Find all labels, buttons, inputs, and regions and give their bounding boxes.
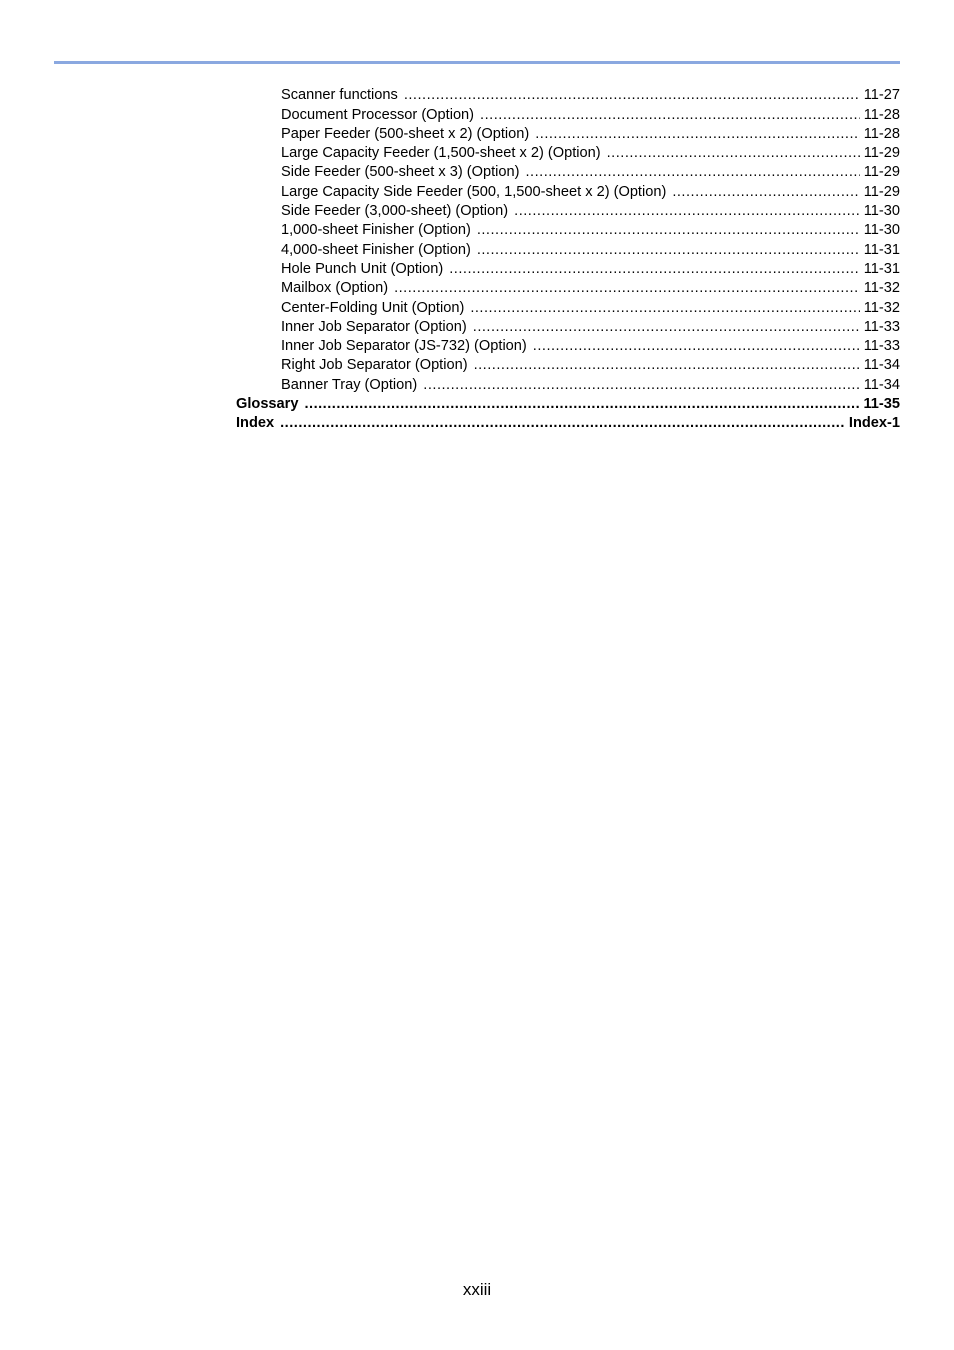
toc-entry-index[interactable] xyxy=(236,414,900,433)
toc-entry-page: 11-28 xyxy=(863,125,900,142)
toc-entry[interactable] xyxy=(281,125,900,144)
toc-entry-title: Scanner functions xyxy=(281,87,398,104)
toc-entry[interactable] xyxy=(281,86,900,105)
toc-dot-leader xyxy=(449,260,860,279)
toc-entry[interactable] xyxy=(281,260,900,279)
toc-entry[interactable] xyxy=(281,337,900,356)
toc-entry[interactable] xyxy=(281,356,900,375)
toc-dot-leader xyxy=(477,241,860,260)
toc-dot-leader xyxy=(473,318,860,337)
toc-entry-title: Banner Tray (Option) xyxy=(281,376,418,393)
toc-entry[interactable] xyxy=(281,105,900,124)
toc-entry-title: Mailbox (Option) xyxy=(281,280,389,297)
toc-entry-page: 11-33 xyxy=(863,338,900,355)
toc-dot-leader xyxy=(304,395,859,414)
toc-dot-leader xyxy=(480,106,860,125)
toc-entry-page: 11-30 xyxy=(863,222,900,239)
toc-entry[interactable] xyxy=(281,279,900,298)
toc-entry-page: 11-29 xyxy=(863,183,900,200)
toc-entry-title: Glossary xyxy=(236,396,299,413)
toc-dot-leader xyxy=(474,356,860,375)
toc-entry-title: Index xyxy=(236,415,275,432)
page-number: xxiii xyxy=(462,1280,492,1299)
toc-dot-leader xyxy=(607,144,860,163)
toc-entry-title: 1,000-sheet Finisher (Option) xyxy=(281,222,471,239)
toc-entry-title: Hole Punch Unit (Option) xyxy=(281,260,444,277)
toc-entry[interactable] xyxy=(281,202,900,221)
toc-entry-page: 11-31 xyxy=(863,241,900,258)
toc-dot-leader xyxy=(280,414,845,433)
toc-entry[interactable] xyxy=(281,318,900,337)
toc-entry-page: 11-29 xyxy=(863,145,900,162)
toc-entry[interactable] xyxy=(281,240,900,259)
toc-entry-title: Center-Folding Unit (Option) xyxy=(281,299,465,316)
toc-entry-page: 11-29 xyxy=(863,164,900,181)
toc-entry-page: 11-27 xyxy=(863,87,900,104)
toc-entry-page: 11-35 xyxy=(863,396,900,413)
toc-entry-page: 11-32 xyxy=(863,299,900,316)
toc-entry-title: Paper Feeder (500-sheet x 2) (Option) xyxy=(281,125,530,142)
toc-entry-page: 11-31 xyxy=(863,260,900,277)
toc-entry-title: Side Feeder (500-sheet x 3) (Option) xyxy=(281,164,520,181)
toc-entry-page: 11-34 xyxy=(863,357,900,374)
toc-entry[interactable] xyxy=(281,221,900,240)
toc-entry-title: 4,000-sheet Finisher (Option) xyxy=(281,241,471,258)
toc-entry-title: Right Job Separator (Option) xyxy=(281,357,468,374)
toc-dot-leader xyxy=(394,279,860,298)
toc-dot-leader xyxy=(672,183,859,202)
toc-entry[interactable] xyxy=(281,163,900,182)
toc-entry-title: Inner Job Separator (JS-732) (Option) xyxy=(281,338,527,355)
toc-dot-leader xyxy=(470,299,859,318)
toc-entry[interactable] xyxy=(281,375,900,394)
toc-dot-leader xyxy=(535,125,860,144)
toc-dot-leader xyxy=(525,163,859,182)
toc-entry-page: 11-30 xyxy=(863,203,900,220)
toc-dot-leader xyxy=(477,221,860,240)
toc-dot-leader xyxy=(404,86,860,105)
toc-dot-leader xyxy=(514,202,860,221)
toc-entry-title: Side Feeder (3,000-sheet) (Option) xyxy=(281,203,509,220)
toc-entry-title: Document Processor (Option) xyxy=(281,106,475,123)
toc-entry-page: 11-33 xyxy=(863,318,900,335)
toc-entry-page: Index-1 xyxy=(848,415,900,432)
toc-entry-title: Large Capacity Side Feeder (500, 1,500-sheet x 2) (Option) xyxy=(281,183,667,200)
toc-entry-glossary[interactable] xyxy=(236,395,900,414)
header-rule xyxy=(54,61,900,64)
toc-entry[interactable] xyxy=(281,298,900,317)
toc-entry-title: Inner Job Separator (Option) xyxy=(281,318,467,335)
toc-dot-leader xyxy=(533,337,860,356)
toc-entry[interactable] xyxy=(281,182,900,201)
toc-entry-page: 11-28 xyxy=(863,106,900,123)
table-of-contents xyxy=(0,86,954,433)
toc-entry-page: 11-34 xyxy=(863,376,900,393)
toc-entry-title: Large Capacity Feeder (1,500-sheet x 2) (Option) xyxy=(281,145,601,162)
toc-entry-page: 11-32 xyxy=(863,280,900,297)
toc-dot-leader xyxy=(423,376,859,395)
toc-entry[interactable] xyxy=(281,144,900,163)
